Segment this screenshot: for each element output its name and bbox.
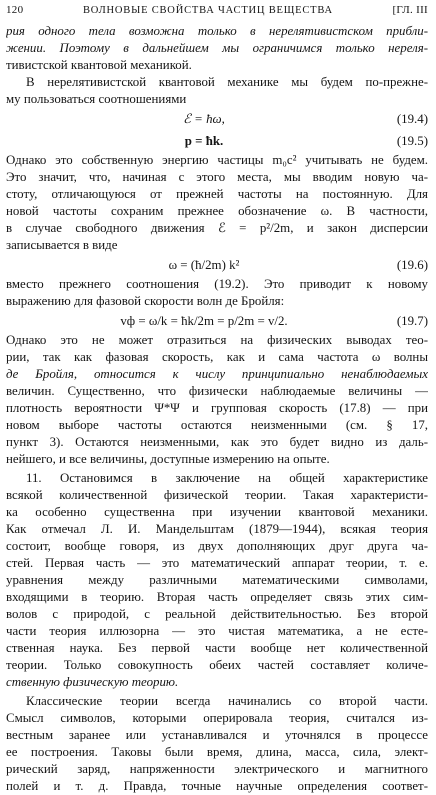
text-line: Смысл символов, которыми оперировала теория, считался из- xyxy=(6,711,428,725)
text-line: рия одного тела возможна только в нерелятивистском прибли- xyxy=(6,24,428,38)
text-line: ка особенно существенна при изучении квантовой механики. xyxy=(6,505,428,519)
equation-19-7 xyxy=(6,310,428,332)
paragraph-2 xyxy=(6,74,428,108)
text-line: му пользоваться соотношениями xyxy=(6,92,187,106)
text-line: де Бройля, относится к числу принципиально ненаблюдаемых xyxy=(6,367,428,381)
equation-number: (19.4) xyxy=(396,112,428,126)
text-line: состоит, вообще говоря, из двух дополняющих друг друга ча- xyxy=(6,539,428,553)
paragraph-1 xyxy=(6,23,428,74)
text-line: волов с природой, с реальной действительностью. Без второй xyxy=(6,607,428,621)
paragraph-3 xyxy=(6,152,428,254)
text-line: тивистской квантовой механикой. xyxy=(6,58,192,72)
equation-formula: ω = (ħ/2m) k² xyxy=(168,258,240,272)
equation-number: (19.6) xyxy=(396,258,428,272)
text-line: Однако это не может отразиться на физических выводах тео- xyxy=(6,333,428,347)
text-line: вместо прежнего соотношения (19.2). Это приводит к новому xyxy=(6,277,428,291)
equation-number: (19.5) xyxy=(396,134,428,148)
text-line: ственную физическую теорию. xyxy=(6,675,179,689)
text-line: Однако это собственную энергию частицы m₀c² учитывать не будем. xyxy=(6,153,428,167)
text-line: Как отмечал Л. И. Мандельштам (1879—1944), всякая теория xyxy=(6,522,428,536)
text-line: части теория иллюзорна — это чистая математика, а не есте- xyxy=(6,624,428,638)
equation-19-5 xyxy=(6,130,428,152)
page-header xyxy=(6,4,428,23)
text-line: всякой количественной физической теории. Такая характеристи- xyxy=(6,488,428,502)
equation-19-4 xyxy=(6,108,428,130)
text-line: рии, так как фазовая скорость, как и сама частота ω волны xyxy=(6,350,428,364)
running-title: ВОЛНОВЫЕ СВОЙСТВА ЧАСТИЦ ВЕЩЕСТВА xyxy=(82,5,333,16)
equation-formula: p = ħk. xyxy=(184,134,224,148)
text-line: стоту, отличающуюся от прежней частоты на постоянную. Для xyxy=(6,187,428,201)
text-line: выражению для фазовой скорости волн де Бройля: xyxy=(6,294,285,308)
text-line: В нерелятивистской квантовой механике мы будем по-прежне- xyxy=(26,75,428,89)
equation-formula: ℰ = ħω, xyxy=(183,112,225,126)
page-number: 120 xyxy=(6,4,24,16)
text-line: величин. Существенно, что физически наблюдаемые величины — xyxy=(6,384,428,398)
text-line: жении. Поэтому в дальнейшем мы ограничимся только нереля- xyxy=(6,41,428,55)
text-line: 11. Остановимся в заключение на общей характеристике xyxy=(26,471,428,485)
equation-19-6 xyxy=(6,254,428,276)
paragraph-6 xyxy=(6,470,428,691)
text-line: плотность вероятности Ψ*Ψ и групповая скорость (17.8) — при xyxy=(6,401,428,415)
text-line: уравнения между различными математическими символами, xyxy=(6,573,428,587)
paragraph-5 xyxy=(6,332,428,468)
text-line: Это значит, что, начиная с этого места, мы вводим новую ча- xyxy=(6,170,428,184)
text-line: новом выборе частоты остаются неизменными (см. § 17, xyxy=(6,418,428,432)
text-line: вестным заранее или устанавливался и уточнялся в процессе xyxy=(6,728,428,742)
text-line: записывается в виде xyxy=(6,238,118,252)
text-line: теории. Только совокупность обеих частей составляет количе- xyxy=(6,658,428,672)
text-line: рический заряд, напряженности электрического и магнитного xyxy=(6,762,428,776)
text-line: Классические теории всегда начинались со второй части. xyxy=(26,694,428,708)
text-line: пункт 3). Остаются неизменными, как это будет видно из даль- xyxy=(6,435,428,449)
equation-number: (19.7) xyxy=(396,314,428,328)
text-line: новой частоты сохраним прежнее обозначение ω. В частности, xyxy=(6,204,428,218)
text-line: ственная наука. Без первой части вообще нет количественной xyxy=(6,641,428,655)
text-line: полей и т. д. Правда, точные научные определения соответ- xyxy=(6,779,428,793)
text-line: входящими в теорию. Вторая часть определяет связь этих сим- xyxy=(6,590,428,604)
text-line: ее построения. Таковы были время, длина, масса, сила, элект- xyxy=(6,745,428,759)
chapter-reference: [ГЛ. III xyxy=(392,4,428,16)
paragraph-7 xyxy=(6,693,428,795)
equation-formula: vф = ω/k = ħk/2m = p/2m = v/2. xyxy=(120,314,288,328)
text-line: нейшего, и все величины, доступные измерению на опыте. xyxy=(6,452,330,466)
text-line: в случае свободного движения ℰ = p²/2m, и закон дисперсии xyxy=(6,221,428,235)
text-line: стей. Первая часть — это математический аппарат теории, т. е. xyxy=(6,556,428,570)
paragraph-4 xyxy=(6,276,428,310)
